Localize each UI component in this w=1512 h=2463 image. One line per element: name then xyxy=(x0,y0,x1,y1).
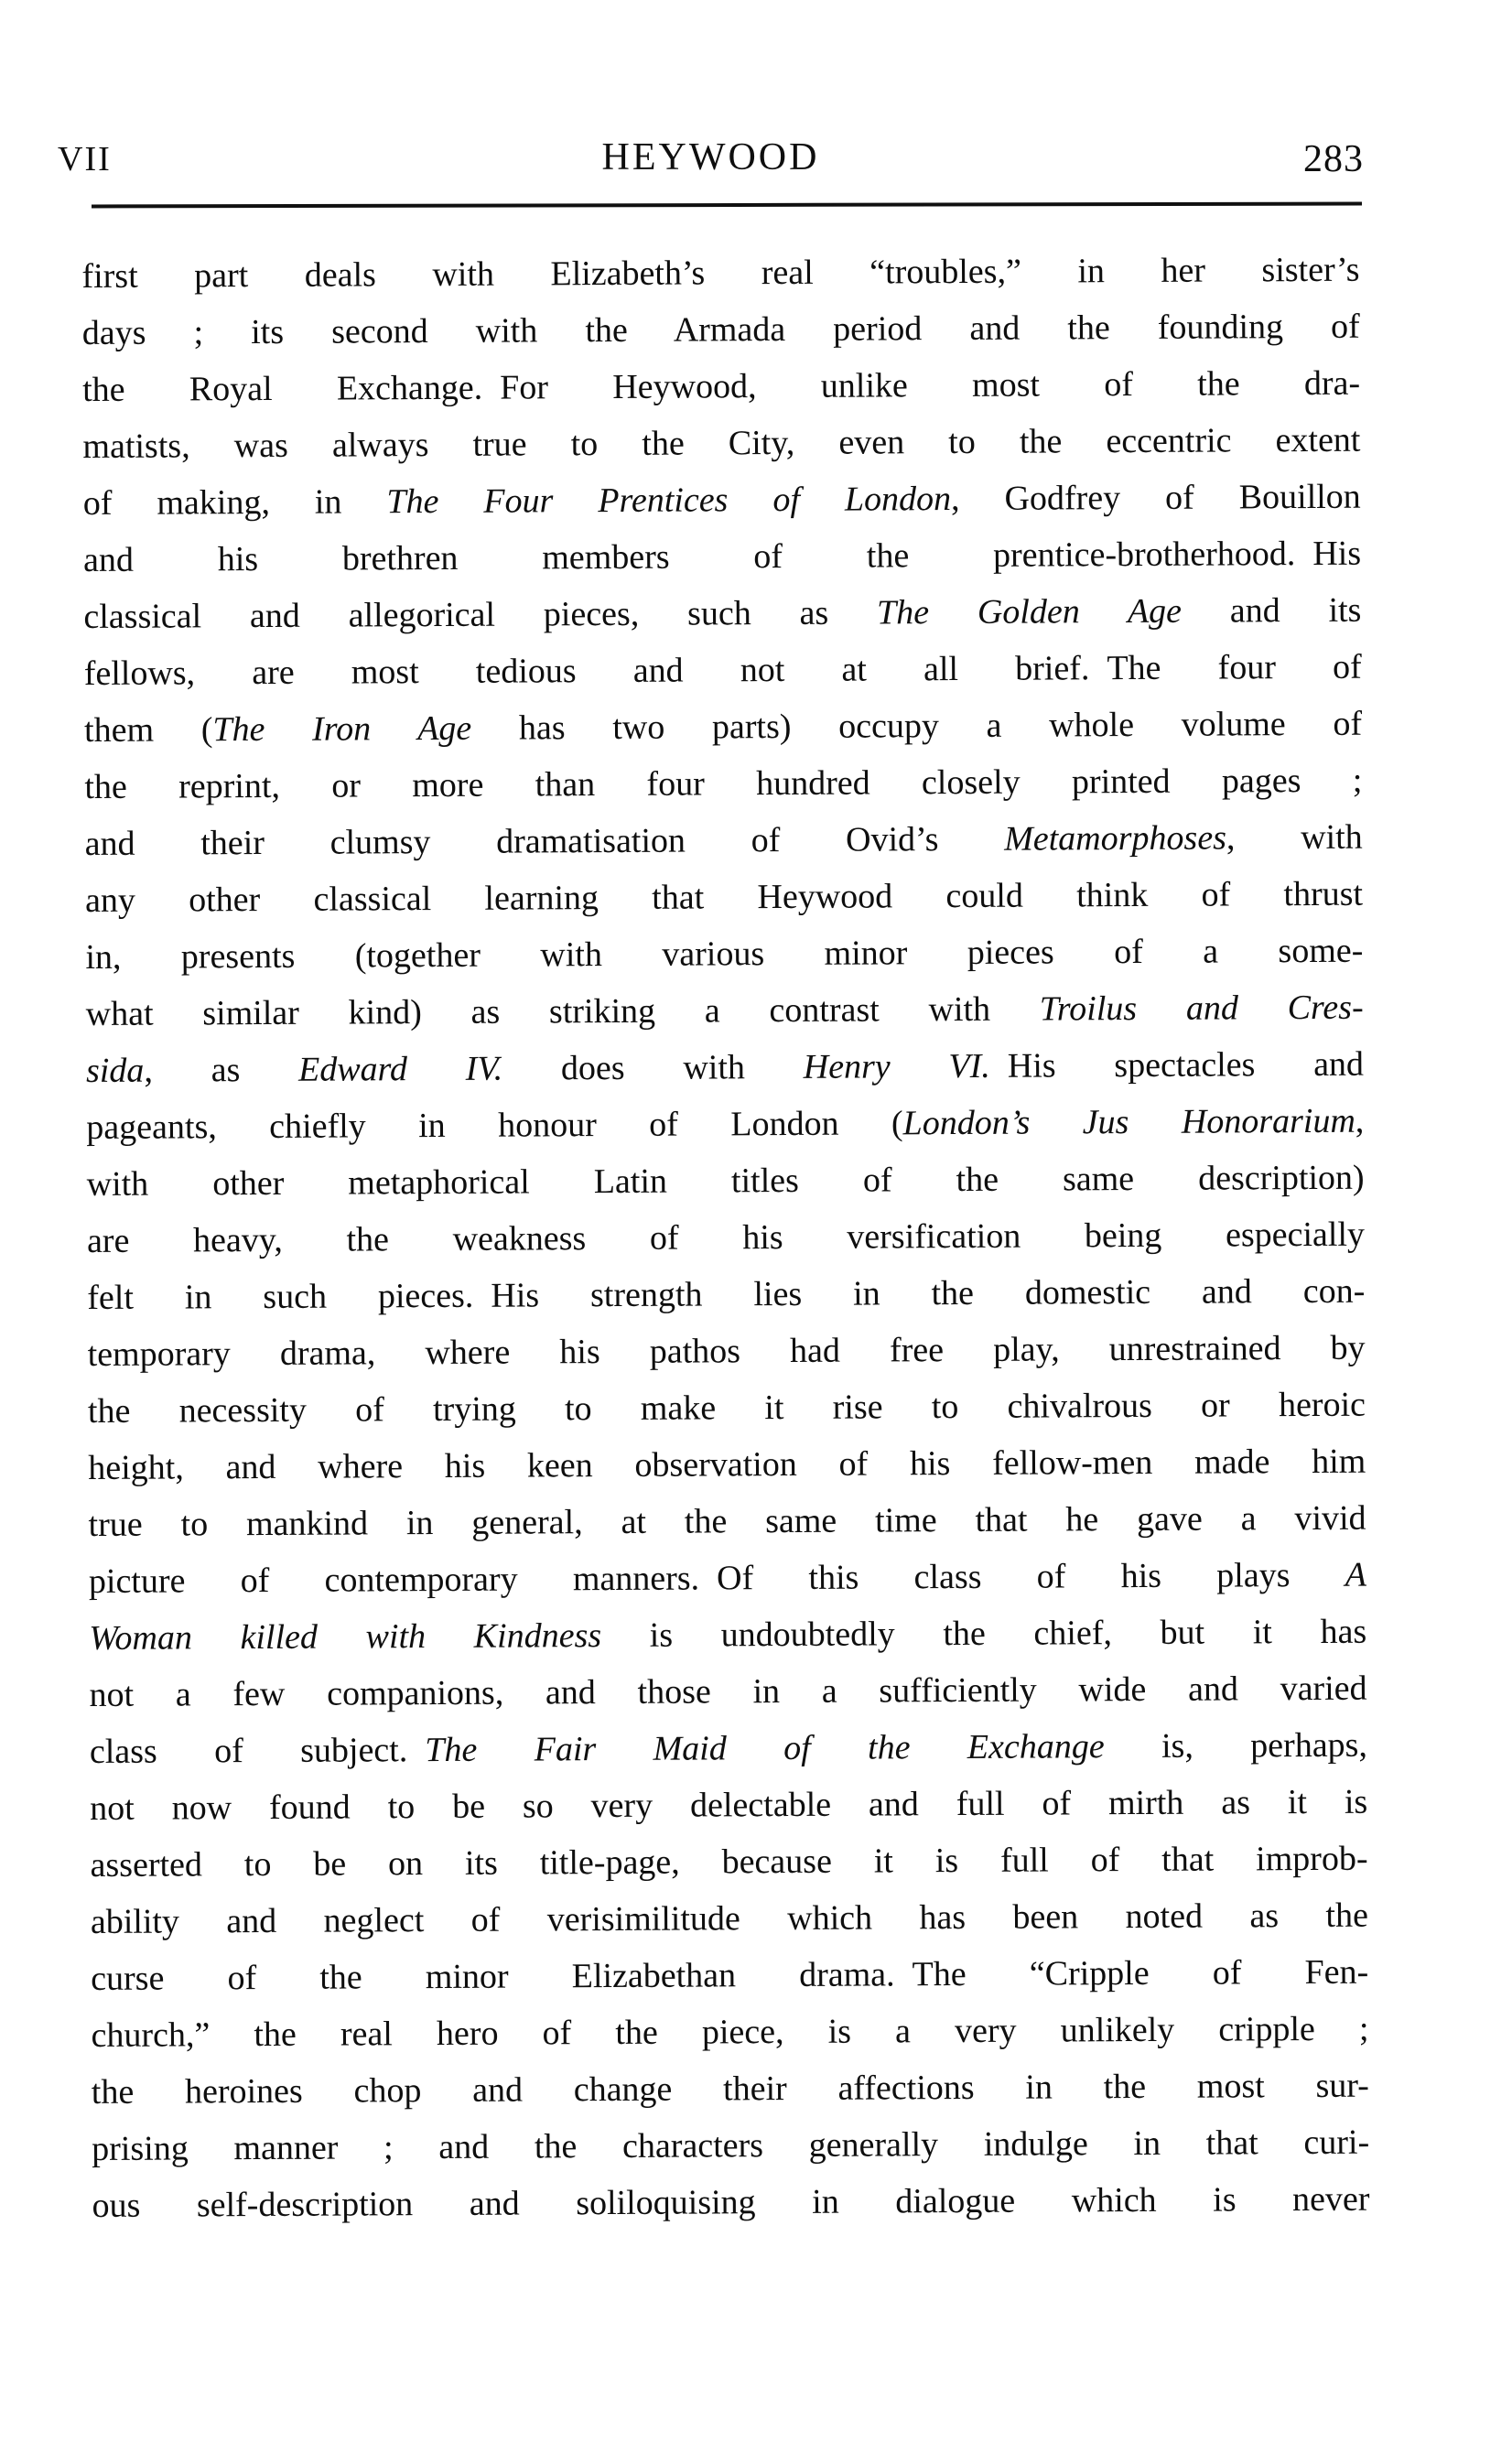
text-segment: the reprint, or more than four hundred closely printed pages ; xyxy=(84,761,1363,807)
italic-text-segment: A xyxy=(1345,1555,1367,1594)
text-segment: what similar kind) as striking a contrast with xyxy=(85,989,1040,1034)
text-segment: felt in such pieces. His strength lies in the domestic and con- xyxy=(87,1271,1366,1317)
text-line xyxy=(84,752,1362,816)
text-line xyxy=(83,525,1361,589)
text-segment: are heavy, the weakness of his versification being especially xyxy=(86,1215,1366,1260)
text-segment: fellows, are most tedious and not at all brief. The four of xyxy=(83,647,1362,694)
page-header xyxy=(58,135,1364,178)
text-line xyxy=(83,469,1361,532)
italic-text-segment: The Golden Age xyxy=(876,591,1183,632)
text-segment: matists, was always true to the City, even to the eccentric extent xyxy=(82,420,1361,467)
text-segment: the heroines chop and change their affections in the most sur- xyxy=(91,2066,1369,2112)
page-number: 283 xyxy=(1303,138,1364,180)
italic-text-segment: Edward IV. xyxy=(297,1049,503,1089)
text-segment: is undoubtedly the chief, but it has xyxy=(600,1612,1367,1656)
text-line xyxy=(87,1150,1365,1213)
text-line xyxy=(90,1717,1367,1780)
italic-text-segment: sida xyxy=(85,1051,145,1091)
text-segment: true to mankind in general, at the same time that he gave a vivid xyxy=(88,1498,1366,1544)
text-segment: picture of contemporary manners. Of this class of his plays xyxy=(88,1555,1345,1601)
text-line xyxy=(88,1433,1366,1496)
page-text xyxy=(81,242,1369,2234)
text-segment: days ; its second with the Armada period and the founding of xyxy=(81,307,1360,353)
text-line xyxy=(89,1660,1366,1723)
text-segment: with other metaphorical Latin titles of the same description) xyxy=(86,1158,1365,1204)
text-segment: , with xyxy=(1226,817,1363,858)
italic-text-segment: London’s Jus Honorarium xyxy=(902,1101,1355,1143)
italic-text-segment: Metamorphoses xyxy=(1004,818,1227,859)
text-segment: curse of the minor Elizabethan drama. The “Cripple of Fen- xyxy=(91,1952,1369,1998)
text-line xyxy=(82,412,1360,475)
text-segment: prising manner ; and the characters generally indulge in that curi- xyxy=(92,2123,1370,2168)
text-segment: ability and neglect of verisimilitude which has been noted as the xyxy=(90,1896,1368,1941)
text-segment: church,” the real hero of the piece, is a very unlikely cripple ; xyxy=(91,2009,1369,2055)
text-segment: height, and where his keen observation of his fellow-men made him xyxy=(88,1442,1366,1487)
text-segment: His spectacles and xyxy=(989,1044,1365,1086)
text-segment: not a few companions, and those in a sufficiently wide and varied xyxy=(89,1669,1367,1714)
italic-text-segment: Troilus and Cres- xyxy=(1039,988,1364,1029)
text-segment: , Godfrey of Bouillon xyxy=(950,477,1361,519)
text-segment: ous self-description and soliloquising in dialogue which is never xyxy=(92,2179,1370,2225)
text-line xyxy=(82,298,1360,362)
text-line xyxy=(86,1093,1364,1156)
text-line xyxy=(89,1547,1366,1610)
italic-text-segment: The Four Prentices of London xyxy=(386,480,952,522)
text-line xyxy=(85,809,1363,872)
text-line xyxy=(85,923,1363,986)
text-line xyxy=(91,1887,1368,1950)
text-segment: temporary drama, where his pathos had free play, unrestrained by xyxy=(87,1328,1366,1374)
text-line xyxy=(87,1263,1365,1326)
text-line xyxy=(91,2001,1368,2064)
text-segment: them ( xyxy=(83,710,213,751)
text-line xyxy=(90,1831,1367,1894)
text-segment: in, presents (together with various minor pieces of a some- xyxy=(85,931,1364,978)
text-line xyxy=(84,696,1362,759)
text-segment: pageants, chiefly in honour of London ( xyxy=(86,1104,903,1148)
text-segment: of making, in xyxy=(82,482,387,524)
text-segment: classical and allegorical pieces, such as xyxy=(83,593,878,637)
text-line xyxy=(92,2171,1369,2234)
text-segment: any other classical learning that Heywood could think of thrust xyxy=(84,874,1364,921)
text-line xyxy=(86,1036,1364,1099)
text-line xyxy=(91,1944,1368,2007)
italic-text-segment: The Fair Maid of the Exchange xyxy=(425,1727,1105,1770)
text-segment: , as xyxy=(144,1050,299,1090)
text-segment: first part deals with Elizabeth’s real “troubles,” in her sister’s xyxy=(81,250,1360,297)
text-line xyxy=(88,1377,1366,1440)
text-line xyxy=(86,979,1364,1042)
header-rule xyxy=(92,202,1362,209)
text-segment: the Royal Exchange. For Heywood, unlike most of the dra- xyxy=(82,363,1361,410)
italic-text-segment: Woman killed with Kindness xyxy=(89,1616,602,1658)
text-line xyxy=(81,242,1359,305)
text-line xyxy=(83,582,1361,645)
text-segment: class of subject. xyxy=(89,1731,426,1771)
text-line xyxy=(82,355,1360,418)
text-line xyxy=(85,866,1363,929)
text-segment: and its xyxy=(1181,590,1362,631)
text-segment: and their clumsy dramatisation of Ovid’s xyxy=(84,819,1005,864)
text-segment: and his brethren members of the prentice-brotherhood. His xyxy=(82,534,1362,580)
italic-text-segment: Henry VI. xyxy=(803,1046,990,1086)
chapter-number: VII xyxy=(58,140,112,178)
text-segment: not now found to be so very delectable and full of mirth as it is xyxy=(90,1782,1368,1828)
text-line xyxy=(89,1604,1366,1667)
text-segment: the necessity of trying to make it rise to chivalrous or heroic xyxy=(87,1385,1366,1431)
text-line xyxy=(87,1320,1365,1383)
italic-text-segment: The Iron Age xyxy=(212,708,472,750)
text-segment: has two parts) occupy a whole volume of xyxy=(471,704,1363,748)
text-segment: does with xyxy=(502,1047,804,1088)
text-line xyxy=(92,2114,1369,2177)
text-line xyxy=(87,1206,1365,1269)
text-line xyxy=(90,1774,1367,1837)
text-segment: asserted to be on its title-page, because it is full of that improb- xyxy=(90,1839,1368,1885)
text-line xyxy=(84,639,1362,702)
running-title: HEYWOOD xyxy=(601,136,820,178)
text-segment: is, perhaps, xyxy=(1104,1725,1368,1766)
text-line xyxy=(92,2058,1369,2121)
text-line xyxy=(88,1490,1366,1553)
text-segment: , xyxy=(1355,1101,1365,1140)
